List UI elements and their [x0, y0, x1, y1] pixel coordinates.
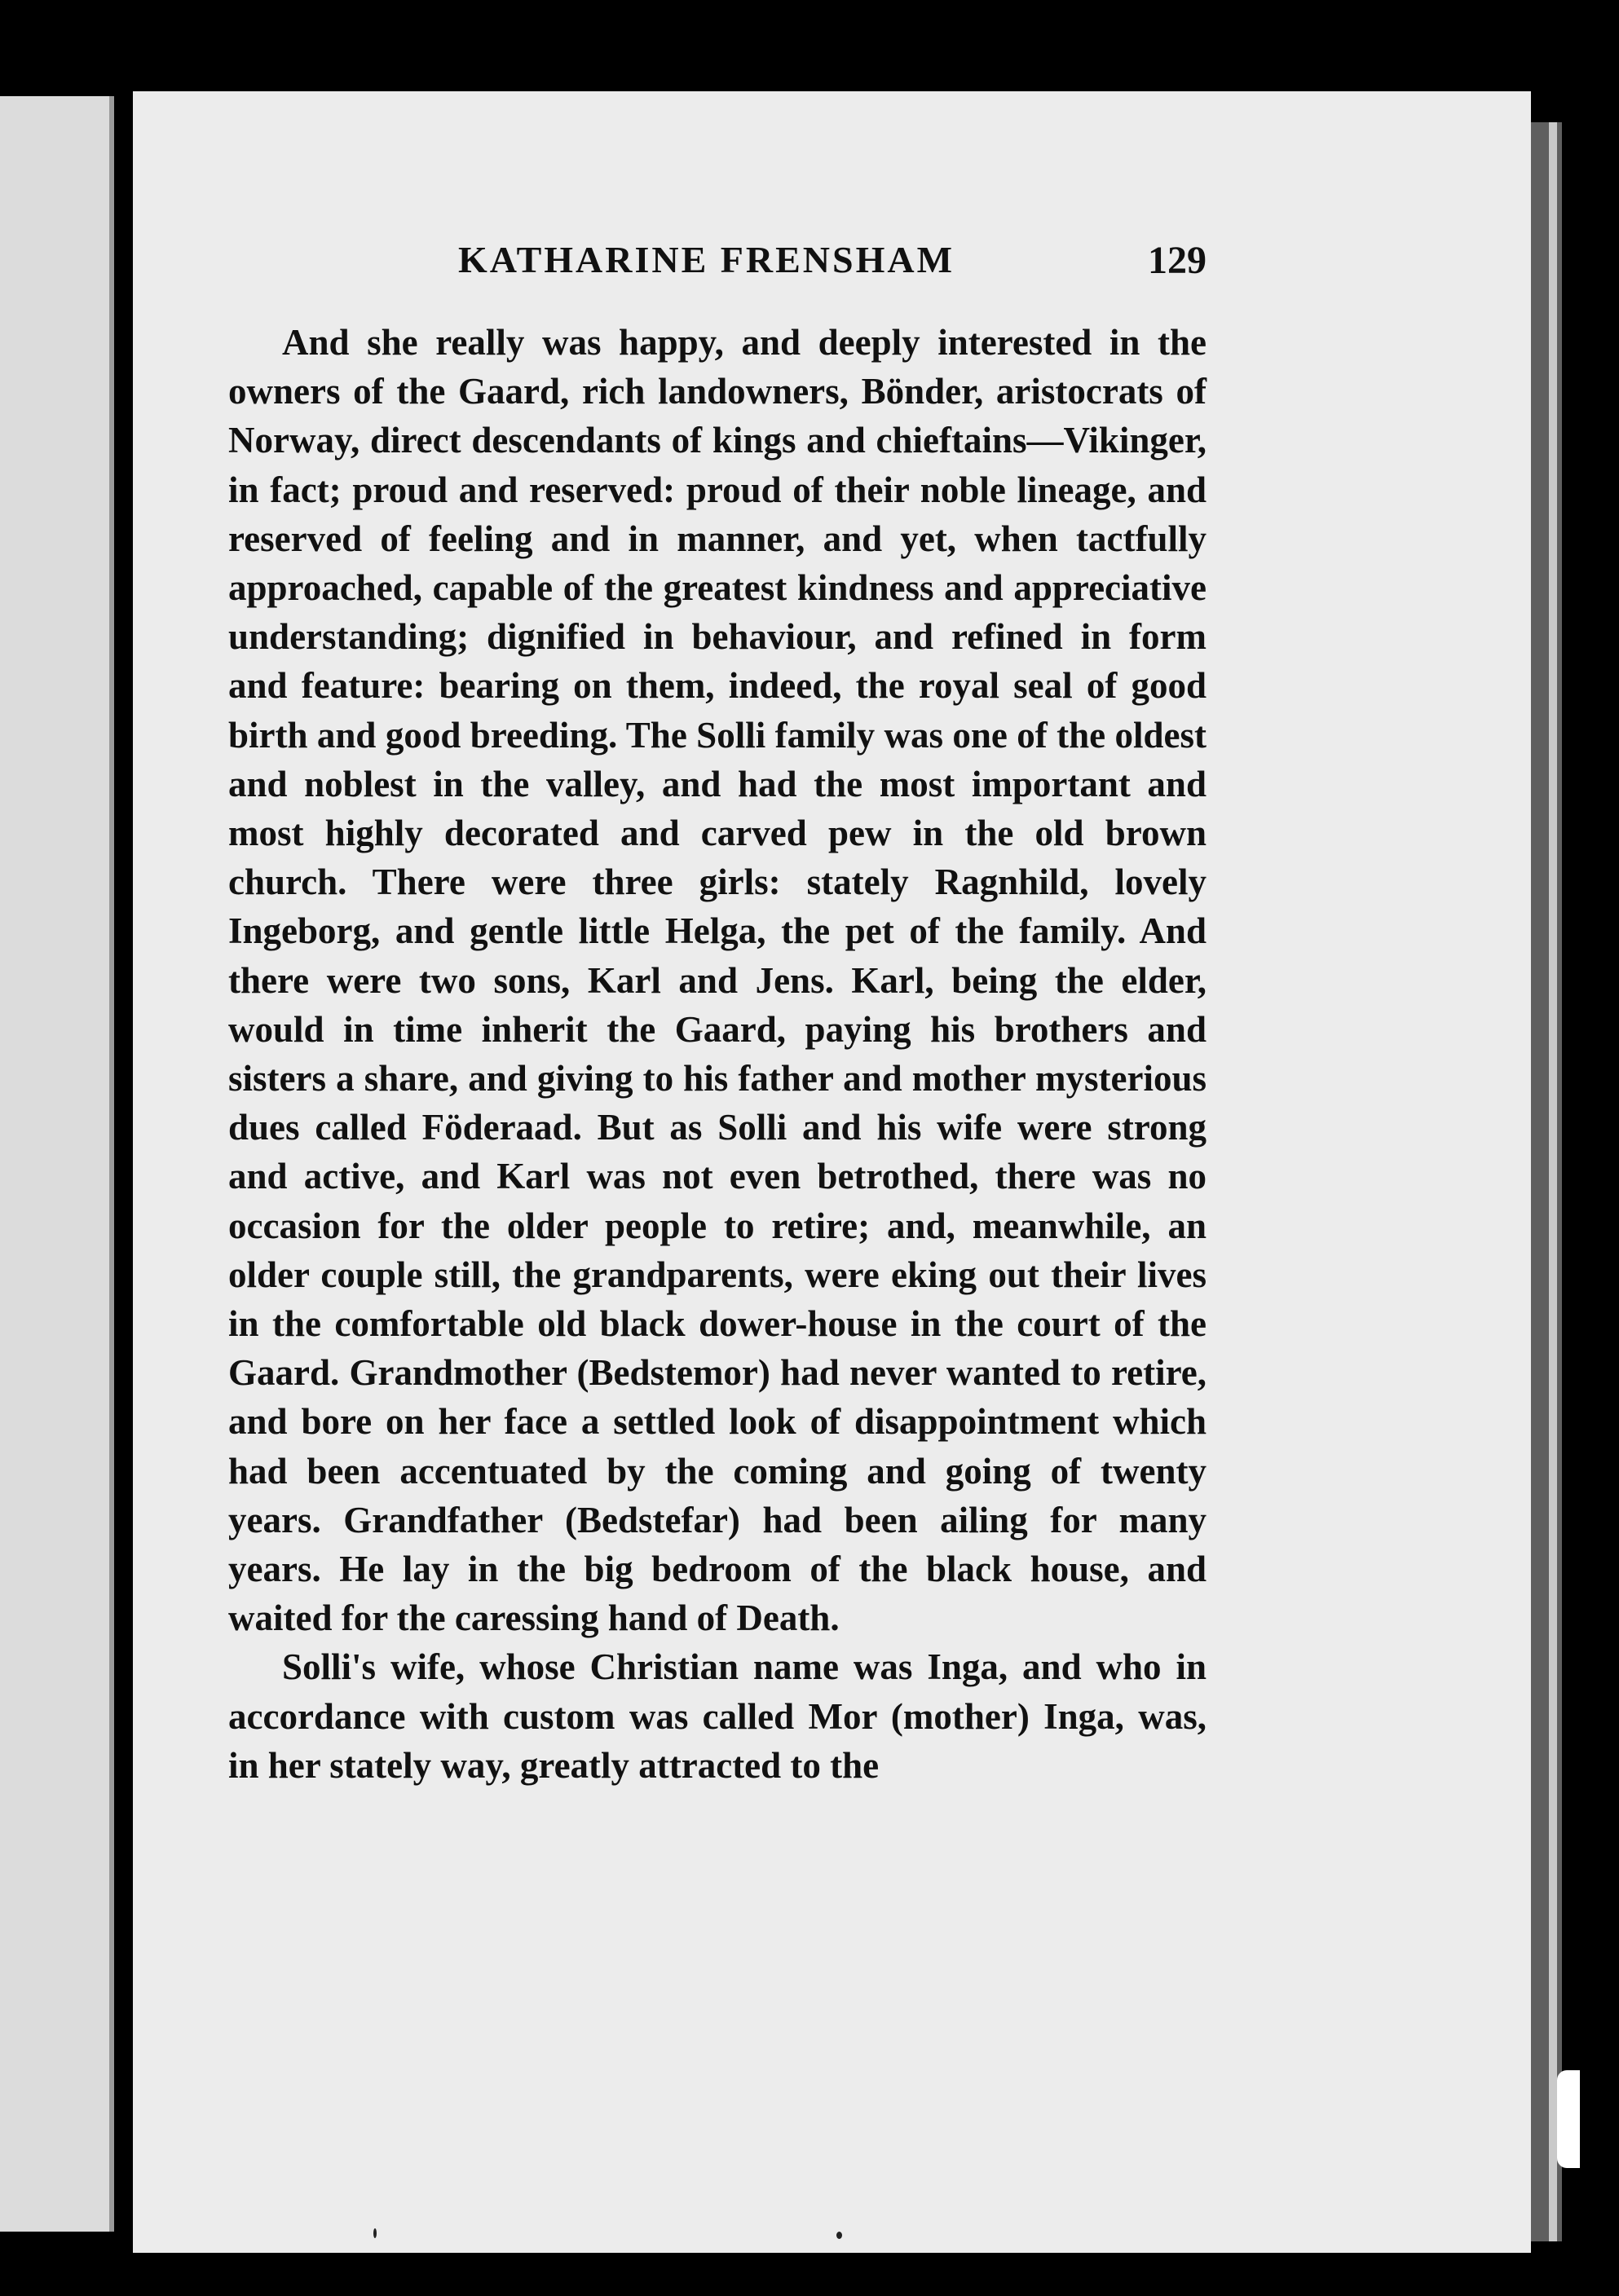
page-tab-mark: [1557, 2070, 1580, 2168]
page-number: 129: [1148, 239, 1207, 282]
left-page-shadow: [109, 96, 114, 2232]
body-text: [228, 318, 1207, 1790]
running-title: KATHARINE FRENSHAM: [458, 239, 955, 280]
paragraph: Solli's wife, whose Christian name was Inga, and who in accordance with custom was called Mor (mother) Inga, was, in her stately way, greatly attracted to the: [228, 1646, 1207, 1786]
paragraph: And she really was happy, and deeply interested in the owners of the Gaard, rich landowners, Bönder, aristocrats of Norway, direct descendants of kings and chieftains—Vikinger, in fact; proud and reserved: proud of their noble lineage, and reserved of feeling and in manner, and yet, when tactfully approached, capable of the greatest kindness and appreciative understanding; dignified in behaviour, and refined in form and feature: bearing on them, indeed, the royal seal of good birth and good breeding. The Solli family was one of the oldest and noblest in the valley, and had the most important and most highly decorated and carved pew in the old brown church. There were three girls: stately Ragnhild, lovely Ingeborg, and gentle little Helga, the pet of the family. And there were two sons, Karl and Jens. Karl, being the elder, would in time inherit the Gaard, paying his brothers and sisters a share, and giving to his father and mother mysterious dues called Föderaad. But as Solli and his wife were strong and active, and Karl was not even betrothed, there was no occasion for the older people to retire; and, meanwhile, an older couple still, the grandparents, were eking out their lives in the comfortable old black dower-house in the court of the Gaard. Grandmother (Bedstemor) had never wanted to retire, and bore on her face a settled look of disappointment which had been accentuated by the coming and going of twenty years. Grandfather (Bedstefar) had been ailing for many years. He lay in the big bedroom of the black house, and waited for the caressing hand of Death.: [228, 322, 1207, 1639]
page-fore-edge: [1531, 122, 1562, 2241]
running-header: [238, 238, 1207, 303]
speck-mark: [373, 2228, 377, 2238]
page-fore-edge-highlight: [1549, 122, 1557, 2241]
left-page-edge: [0, 96, 114, 2232]
speck-mark: [836, 2232, 842, 2239]
